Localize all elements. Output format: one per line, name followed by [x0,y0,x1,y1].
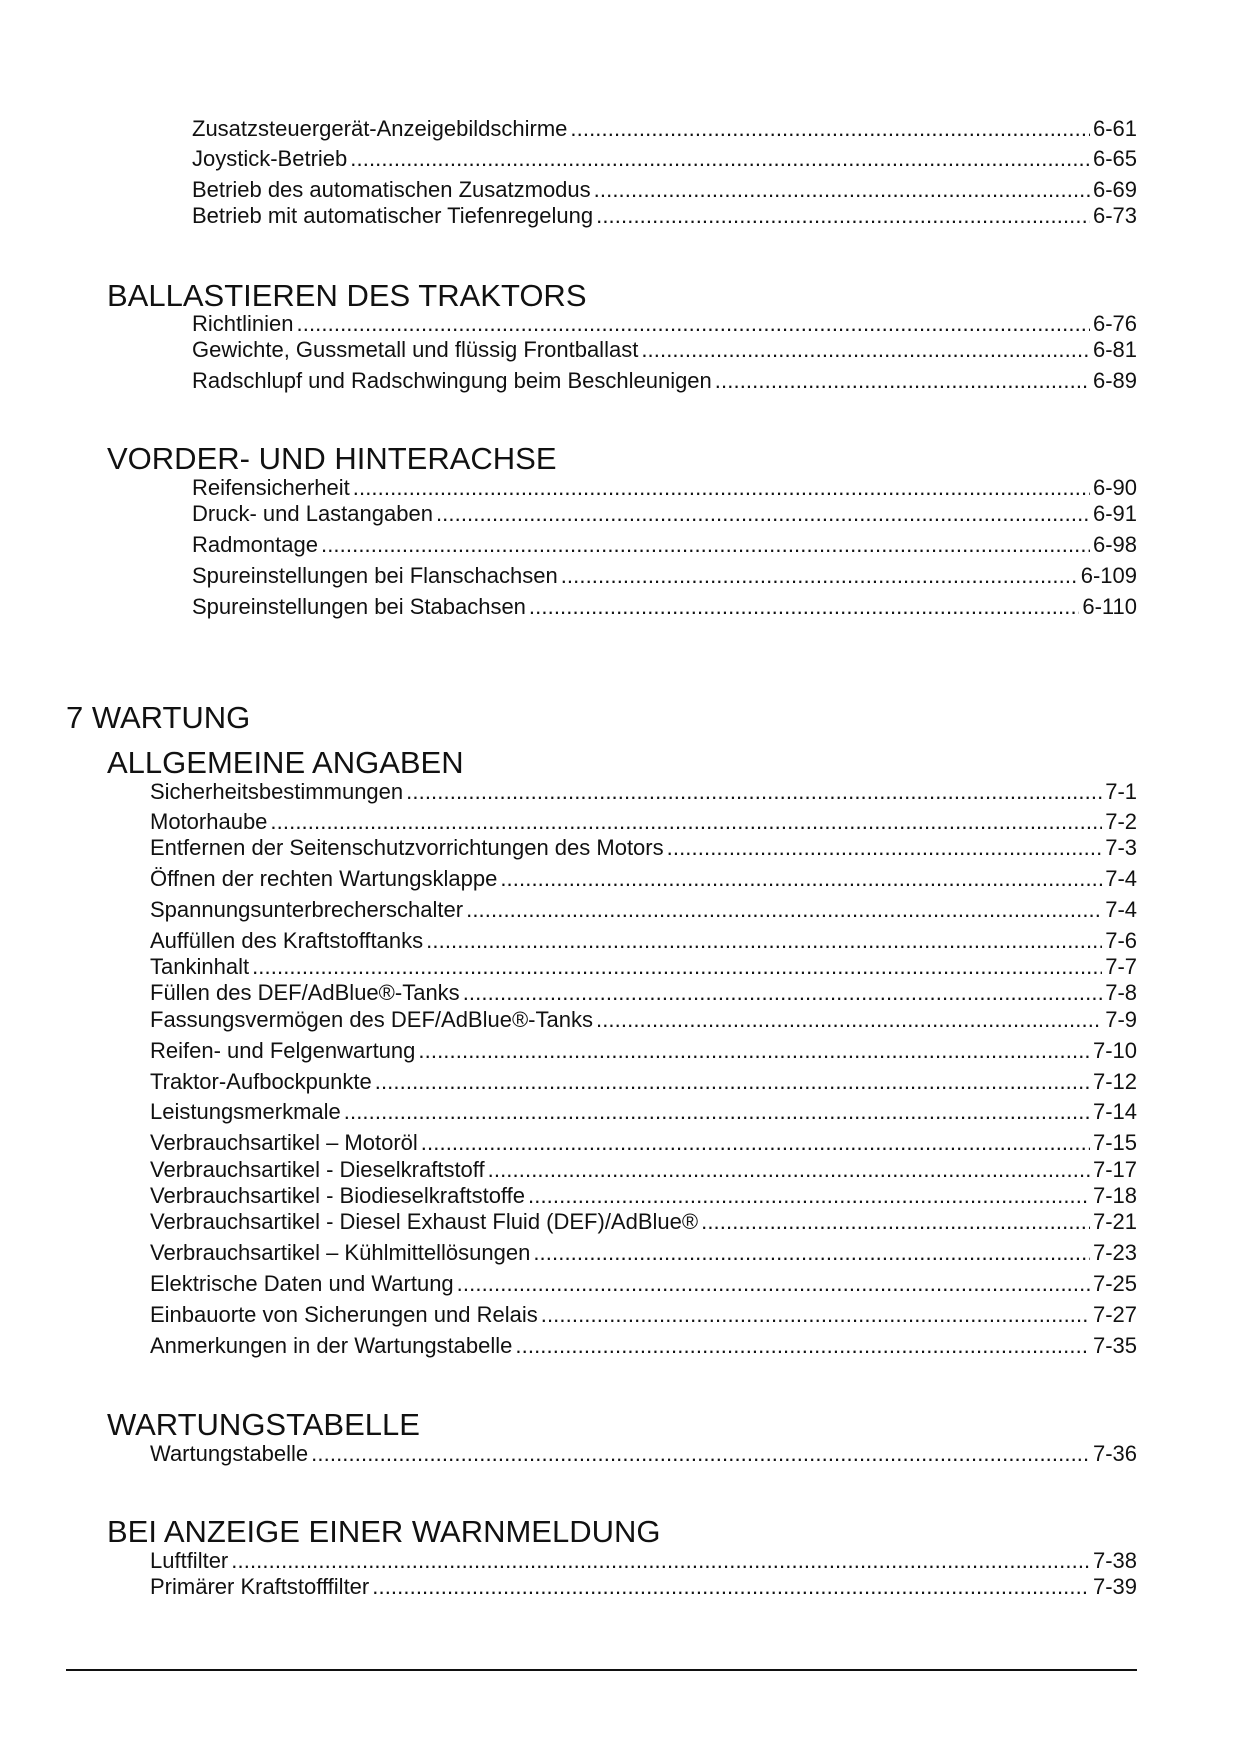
toc-entry-label: Joystick-Betrieb [192,146,348,171]
dot-leader [500,866,1102,892]
toc-entry-label: Einbauorte von Sicherungen und Relais [150,1302,538,1327]
toc-entry-label: Elektrische Daten und Wartung [150,1271,454,1296]
toc-entry-label: Radmontage [192,532,318,557]
toc-entry-page: 7-21 [1092,1209,1137,1234]
toc-entry-page: 6-73 [1092,203,1137,228]
toc-entry[interactable] [150,835,1137,861]
toc-entry-label: Anmerkungen in der Wartungstabelle [150,1333,513,1358]
toc-entry-label: Leistungsmerkmale [150,1099,341,1124]
toc-entry-label: Verbrauchsartikel - Biodieselkraftstoffe [150,1183,525,1208]
toc-entry-page: 6-90 [1092,475,1137,500]
toc-entry-page: 7-4 [1105,866,1137,891]
dot-leader [457,1271,1090,1297]
toc-entry-page: 7-1 [1105,779,1137,804]
dot-leader [297,311,1090,337]
dot-leader [375,1069,1090,1095]
toc-entry[interactable] [150,1574,1137,1600]
toc-entry-label: Auffüllen des Kraftstofftanks [150,928,424,953]
dot-leader [570,116,1090,142]
section-heading: BALLASTIEREN DES TRAKTORS [107,278,587,313]
dot-leader [463,980,1103,1006]
toc-entry-page: 7-6 [1105,928,1137,953]
toc-entry[interactable] [150,954,1137,980]
toc-entry[interactable] [150,1038,1137,1064]
dot-leader [421,1130,1090,1156]
dot-leader [372,1574,1090,1600]
toc-entry-label: Verbrauchsartikel – Motoröl [150,1130,418,1155]
section-heading: ALLGEMEINE ANGABEN [107,745,464,780]
dot-leader [270,809,1102,835]
toc-entry[interactable] [150,980,1137,1006]
toc-entry-label: Richtlinien [192,311,294,336]
toc-entry-page: 6-76 [1092,311,1137,336]
toc-entry-page: 7-12 [1092,1069,1137,1094]
toc-entry-page: 7-7 [1105,954,1137,979]
toc-entry-page: 7-36 [1092,1441,1137,1466]
toc-entry-label: Traktor-Aufbockpunkte [150,1069,372,1094]
dot-leader [252,954,1102,980]
toc-entry-page: 7-39 [1092,1574,1137,1599]
toc-entry[interactable] [192,501,1137,527]
toc-entry[interactable] [192,146,1137,172]
toc-entry[interactable] [192,116,1137,142]
toc-entry[interactable] [150,1157,1137,1183]
toc-entry-page: 7-10 [1092,1038,1137,1063]
section-heading: VORDER- UND HINTERACHSE [107,441,557,476]
toc-entry[interactable] [150,1271,1137,1297]
dot-leader [541,1302,1090,1328]
dot-leader [231,1548,1090,1574]
toc-entry-label: Druck- und Lastangaben [192,501,433,526]
dot-leader [594,177,1090,203]
toc-entry-page: 7-8 [1105,980,1137,1005]
toc-entry-label: Luftfilter [150,1548,229,1573]
toc-entry[interactable] [192,311,1137,337]
section-heading: WARTUNGSTABELLE [107,1407,420,1442]
dot-leader [488,1157,1090,1183]
toc-entry[interactable] [150,866,1137,892]
toc-entry-page: 6-89 [1092,368,1137,393]
toc-entry[interactable] [150,1130,1137,1156]
dot-leader [406,779,1102,805]
dot-leader [596,1007,1102,1033]
toc-entry-label: Zusatzsteuergerät-Anzeigebildschirme [192,116,568,141]
section-heading: BEI ANZEIGE EINER WARNMELDUNG [107,1514,661,1549]
dot-leader [418,1038,1090,1064]
toc-entry[interactable] [192,177,1137,203]
toc-entry[interactable] [150,779,1137,805]
toc-entry[interactable] [150,1548,1137,1574]
toc-entry[interactable] [150,897,1137,923]
dot-leader [321,532,1090,558]
dot-leader [596,203,1090,229]
toc-entry[interactable] [150,809,1137,835]
toc-entry-label: Tankinhalt [150,954,250,979]
toc-entry-label: Öffnen der rechten Wartungsklappe [150,866,498,891]
toc-entry-page: 6-61 [1092,116,1137,141]
toc-entry-label: Fassungsvermögen des DEF/AdBlue®-Tanks [150,1007,593,1032]
toc-entry-page: 7-14 [1092,1099,1137,1124]
toc-entry-label: Entfernen der Seitenschutzvorrichtungen des Motors [150,835,664,860]
toc-entry[interactable] [150,1333,1137,1359]
footer-rule [66,1669,1137,1671]
dot-leader [353,475,1090,501]
toc-entry-label: Reifensicherheit [192,475,350,500]
toc-entry-page: 6-109 [1080,563,1137,588]
toc-entry[interactable] [150,1069,1137,1095]
toc-entry-page: 6-110 [1082,594,1137,619]
toc-entry-page: 6-81 [1092,337,1137,362]
dot-leader [701,1209,1090,1235]
toc-entry-label: Verbrauchsartikel - Dieselkraftstoff [150,1157,485,1182]
toc-entry[interactable] [150,1302,1137,1328]
toc-entry[interactable] [192,337,1137,363]
dot-leader [311,1441,1090,1467]
dot-leader [350,146,1090,172]
chapter-heading: 7 WARTUNG [66,700,251,735]
toc-entry[interactable] [192,203,1137,229]
toc-entry-page: 7-38 [1092,1548,1137,1573]
toc-entry[interactable] [150,928,1137,954]
toc-entry[interactable] [150,1441,1137,1467]
dot-leader [715,368,1090,394]
toc-entry[interactable] [192,594,1137,620]
toc-entry-label: Primärer Kraftstofffilter [150,1574,370,1599]
toc-entry[interactable] [150,1209,1137,1235]
toc-entry-label: Radschlupf und Radschwingung beim Beschleunigen [192,368,712,393]
toc-entry[interactable] [192,532,1137,558]
toc-entry-label: Verbrauchsartikel - Diesel Exhaust Fluid (DEF)/AdBlue® [150,1209,699,1234]
toc-entry-page: 7-27 [1092,1302,1137,1327]
toc-entry-label: Spureinstellungen bei Stabachsen [192,594,526,619]
toc-entry-label: Sicherheitsbestimmungen [150,779,404,804]
toc-entry-label: Verbrauchsartikel – Kühlmittellösungen [150,1240,531,1265]
toc-entry-page: 6-98 [1092,532,1137,557]
toc-entry-page: 7-17 [1092,1157,1137,1182]
dot-leader [436,501,1090,527]
dot-leader [533,1240,1090,1266]
toc-entry-page: 7-15 [1092,1130,1137,1155]
toc-entry-label: Gewichte, Gussmetall und flüssig Frontballast [192,337,639,362]
toc-entry-page: 7-2 [1105,809,1137,834]
toc-entry-page: 7-35 [1092,1333,1137,1358]
toc-entry-page: 7-18 [1092,1183,1137,1208]
dot-leader [561,563,1078,589]
toc-entry-page: 6-69 [1092,177,1137,202]
toc-entry-page: 7-25 [1092,1271,1137,1296]
toc-entry[interactable] [150,1007,1137,1033]
toc-entry-label: Motorhaube [150,809,268,834]
dot-leader [515,1333,1090,1359]
toc-entry-page: 7-23 [1092,1240,1137,1265]
dot-leader [426,928,1102,954]
dot-leader [667,835,1103,861]
dot-leader [528,1183,1090,1209]
toc-entry[interactable] [192,475,1137,501]
toc-entry-page: 7-4 [1105,897,1137,922]
toc-entry-page: 6-91 [1092,501,1137,526]
toc-entry[interactable] [192,563,1137,589]
dot-leader [466,897,1102,923]
toc-entry-label: Wartungstabelle [150,1441,309,1466]
toc-entry-page: 7-3 [1105,835,1137,860]
toc-entry-label: Füllen des DEF/AdBlue®-Tanks [150,980,460,1005]
toc-entry[interactable] [192,368,1137,394]
dot-leader [641,337,1090,363]
toc-entry-page: 6-65 [1092,146,1137,171]
toc-entry-label: Spureinstellungen bei Flanschachsen [192,563,558,588]
toc-entry[interactable] [150,1240,1137,1266]
toc-entry[interactable] [150,1183,1137,1209]
toc-entry-label: Reifen- und Felgenwartung [150,1038,416,1063]
toc-entry-label: Betrieb des automatischen Zusatzmodus [192,177,591,202]
toc-entry-page: 7-9 [1105,1007,1137,1032]
toc-entry-label: Spannungsunterbrecherschalter [150,897,464,922]
toc-entry[interactable] [150,1099,1137,1125]
toc-entry-label: Betrieb mit automatischer Tiefenregelung [192,203,594,228]
dot-leader [529,594,1079,620]
dot-leader [344,1099,1090,1125]
